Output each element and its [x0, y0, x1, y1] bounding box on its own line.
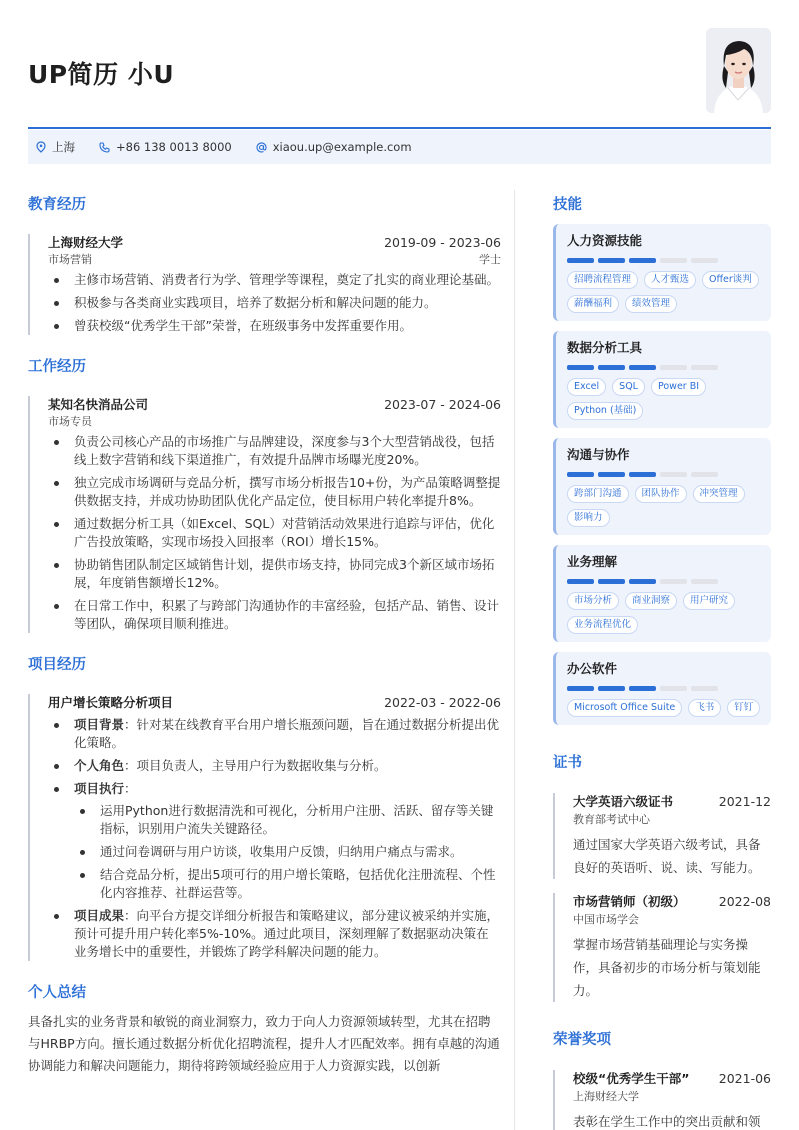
skill-card — [553, 545, 771, 642]
right-column — [553, 180, 771, 1130]
cert-issuer: 中国市场学会 — [573, 913, 639, 926]
phone-text: +86 138 0013 8000 — [116, 140, 232, 154]
result-label: 项目成果 — [74, 908, 125, 923]
location-text: 上海 — [52, 140, 75, 154]
summary-text: 具备扎实的业务背景和敏锐的商业洞察力，致力于向人力资源领域转型，尤其在招聘与HRBP方向。擅长通过数据分析优化招聘流程，提升人才匹配效率。拥有卓越的沟通协调能力和解决问题能力，期待将跨领域经验应用于人力资源实践，以创新 — [28, 1014, 500, 1073]
work-title-row — [48, 396, 501, 414]
role-text: ：项目负责人，主导用户行为数据收集与分析。 — [124, 758, 387, 773]
level-segment — [691, 686, 718, 691]
skill-tag: 绩效管理 — [625, 295, 677, 313]
cert-desc: 通过国家大学英语六级考试，具备良好的英语听、说、读、写能力。 — [573, 837, 761, 875]
skill-tag: 招聘流程管理 — [567, 271, 638, 289]
skills-heading: 技能 — [553, 197, 582, 213]
level-segment — [660, 686, 687, 691]
skill-level-bar — [567, 579, 761, 584]
email-text[interactable]: xiaou.up@example.com — [272, 140, 412, 154]
project-date: 2022-03 - 2022-06 — [384, 695, 501, 710]
education-degree: 学士 — [479, 253, 501, 266]
work-heading: 工作经历 — [28, 359, 86, 375]
background-label: 项目背景 — [74, 717, 125, 732]
honor-date: 2021-06 — [718, 1071, 771, 1086]
level-segment — [629, 258, 656, 263]
company-name: 某知名快消品公司 — [48, 397, 149, 412]
level-segment — [567, 472, 594, 477]
projects-heading: 项目经历 — [28, 657, 86, 673]
skill-level-bar — [567, 472, 761, 477]
school-name: 上海财经大学 — [48, 235, 124, 250]
education-heading: 教育经历 — [28, 197, 86, 213]
skills-list — [553, 224, 771, 725]
cert-title-row — [573, 893, 771, 911]
level-segment — [598, 579, 625, 584]
skill-tag: 市场分析 — [567, 592, 619, 610]
skill-tag: Microsoft Office Suite — [567, 699, 682, 717]
skill-tag: Power BI — [651, 378, 706, 396]
cert-entry — [553, 893, 771, 1002]
education-bullets — [48, 271, 501, 335]
project-role — [48, 757, 501, 775]
cert-desc: 掌握市场营销基础理论与实务操作，具备初步的市场分析与策划能力。 — [573, 937, 761, 998]
list-item: 积极参与各类商业实践项目，培养了数据分析和解决问题的能力。 — [48, 294, 501, 312]
exec-colon: ： — [124, 781, 137, 796]
exec-label: 项目执行 — [74, 781, 125, 796]
level-segment — [567, 258, 594, 263]
certs-heading: 证书 — [553, 755, 582, 771]
execution-sub-bullets — [74, 802, 501, 902]
cert-title-row — [573, 793, 771, 811]
skill-tag: 薪酬福利 — [567, 295, 619, 313]
skill-tags — [567, 485, 761, 527]
level-segment — [567, 365, 594, 370]
skill-level-bar — [567, 686, 761, 691]
level-segment — [629, 579, 656, 584]
location-pin-icon — [36, 141, 46, 153]
skill-tag: 业务流程优化 — [567, 616, 638, 634]
skill-tag: Excel — [567, 378, 606, 396]
education-major: 市场营销 — [48, 253, 92, 266]
project-background — [48, 716, 501, 752]
level-segment — [567, 579, 594, 584]
contact-bar — [28, 130, 771, 164]
cert-date: 2021-12 — [718, 794, 771, 809]
honor-desc: 表彰在学生工作中的突出贡献和领 — [573, 1114, 761, 1129]
skill-tag: 人才甄选 — [644, 271, 696, 289]
honor-issuer: 上海财经大学 — [573, 1090, 639, 1103]
honor-name: 校级“优秀学生干部” — [573, 1071, 690, 1086]
skill-card — [553, 652, 771, 725]
skill-tag: 飞书 — [688, 699, 721, 717]
list-item: 协助销售团队制定区域销售计划，提供市场支持，协同完成3个新区域市场拓展，年度销售额增长12%。 — [48, 556, 501, 592]
result-text: ：向平台方提交详细分析报告和策略建议，部分建议被采纳并实施，预计可提升用户转化率5%-10%。通过此项目，深刻理解了数据驱动决策在业务增长中的重要性，并锻炼了跨学科解决问题的能力。 — [74, 908, 500, 959]
list-item: 曾获校级“优秀学生干部”荣誉，在班级事务中发挥重要作用。 — [48, 317, 501, 335]
summary-heading: 个人总结 — [28, 985, 86, 1001]
work-bullets — [48, 433, 501, 633]
skill-name: 人力资源技能 — [567, 233, 643, 248]
skill-tag: 用户研究 — [683, 592, 735, 610]
list-item: 主修市场营销、消费者行为学、管理学等课程，奠定了扎实的商业理论基础。 — [48, 271, 501, 289]
cert-entry — [553, 793, 771, 879]
list-item: 结合竞品分析，提出5项可行的用户增长策略，包括优化注册流程、个性化内容推荐、社群运营等。 — [74, 866, 501, 902]
work-sub-row — [48, 414, 501, 429]
list-item: 通过问卷调研与用户访谈，收集用户反馈，归纳用户痛点与需求。 — [74, 843, 501, 861]
left-column — [28, 180, 501, 1077]
skill-tag: 钉钉 — [727, 699, 760, 717]
cert-name: 大学英语六级证书 — [573, 794, 674, 809]
list-item: 独立完成市场调研与竞品分析，撰写市场分析报告10+份，为产品策略调整提供数据支持，并成功协助团队优化产品定位，使目标用户转化率提升8%。 — [48, 474, 501, 510]
project-name: 用户增长策略分析项目 — [48, 695, 174, 710]
list-item: 在日常工作中，积累了与跨部门沟通协作的丰富经验，包括产品、销售、设计等团队，确保项目顺利推进。 — [48, 597, 501, 633]
project-bullets — [48, 716, 501, 961]
work-entry — [28, 396, 501, 633]
contact-location — [36, 139, 75, 155]
skill-card — [553, 224, 771, 321]
cert-date: 2022-08 — [718, 894, 771, 909]
skill-name: 办公软件 — [567, 661, 618, 676]
cert-issuer: 教育部考试中心 — [573, 813, 650, 826]
level-segment — [598, 472, 625, 477]
skill-tag: Offer谈判 — [702, 271, 759, 289]
skill-tags — [567, 271, 761, 313]
skill-level-bar — [567, 258, 761, 263]
project-execution — [48, 780, 501, 902]
background-text: ：针对某在线教育平台用户增长瓶颈问题，旨在通过数据分析提出优化策略。 — [74, 717, 500, 750]
level-segment — [691, 472, 718, 477]
education-entry — [28, 234, 501, 335]
skill-name: 数据分析工具 — [567, 340, 643, 355]
contact-email[interactable] — [256, 140, 412, 154]
work-role: 市场专员 — [48, 415, 92, 428]
contact-phone — [99, 140, 232, 154]
project-entry — [28, 694, 501, 961]
level-segment — [691, 258, 718, 263]
project-result — [48, 907, 501, 961]
education-title-row — [48, 234, 501, 252]
column-divider — [514, 190, 515, 1130]
work-date: 2023-07 - 2024-06 — [384, 397, 501, 412]
skill-name: 沟通与协作 — [567, 447, 630, 462]
level-segment — [660, 579, 687, 584]
level-segment — [598, 258, 625, 263]
level-segment — [660, 258, 687, 263]
honor-entry — [553, 1070, 771, 1130]
role-label: 个人角色 — [74, 758, 125, 773]
level-segment — [598, 365, 625, 370]
cert-name: 市场营销师（初级） — [573, 894, 686, 909]
list-item: 负责公司核心产品的市场推广与品牌建设，深度参与3个大型营销战役，包括线上数字营销和线下渠道推广，有效提升品牌市场曝光度20%。 — [48, 433, 501, 469]
skill-tag: 跨部门沟通 — [567, 485, 629, 503]
header-rule — [28, 127, 771, 129]
level-segment — [691, 579, 718, 584]
honor-title-row — [573, 1070, 771, 1088]
skill-card — [553, 438, 771, 535]
skill-tags — [567, 378, 761, 420]
skill-tag: Python (基础) — [567, 402, 643, 420]
profile-photo — [706, 28, 771, 113]
skill-tags — [567, 699, 761, 717]
skill-name: 业务理解 — [567, 554, 618, 569]
list-item: 通过数据分析工具（如Excel、SQL）对营销活动效果进行追踪与评估，优化广告投放策略，实现市场投入回报率（ROI）增长15%。 — [48, 515, 501, 551]
skill-card — [553, 331, 771, 428]
level-segment — [691, 365, 718, 370]
list-item: 运用Python进行数据清洗和可视化，分析用户注册、活跃、留存等关键指标，识别用户流失关键路径。 — [74, 802, 501, 838]
project-title-row — [48, 694, 501, 712]
education-sub-row — [48, 252, 501, 267]
level-segment — [660, 472, 687, 477]
level-segment — [629, 365, 656, 370]
level-segment — [598, 686, 625, 691]
education-date: 2019-09 - 2023-06 — [384, 235, 501, 250]
skill-tag: 冲突管理 — [693, 485, 745, 503]
level-segment — [629, 472, 656, 477]
skill-tag: 团队协作 — [635, 485, 687, 503]
phone-icon — [99, 142, 110, 153]
level-segment — [567, 686, 594, 691]
skill-tag: SQL — [612, 378, 645, 396]
skill-tag: 商业洞察 — [625, 592, 677, 610]
level-segment — [629, 686, 656, 691]
honors-heading: 荣誉奖项 — [553, 1032, 611, 1048]
skill-level-bar — [567, 365, 761, 370]
candidate-name: UP简历 小U — [28, 60, 175, 89]
at-sign-icon — [256, 142, 267, 153]
skill-tags — [567, 592, 761, 634]
skill-tag: 影响力 — [567, 509, 610, 527]
level-segment — [660, 365, 687, 370]
